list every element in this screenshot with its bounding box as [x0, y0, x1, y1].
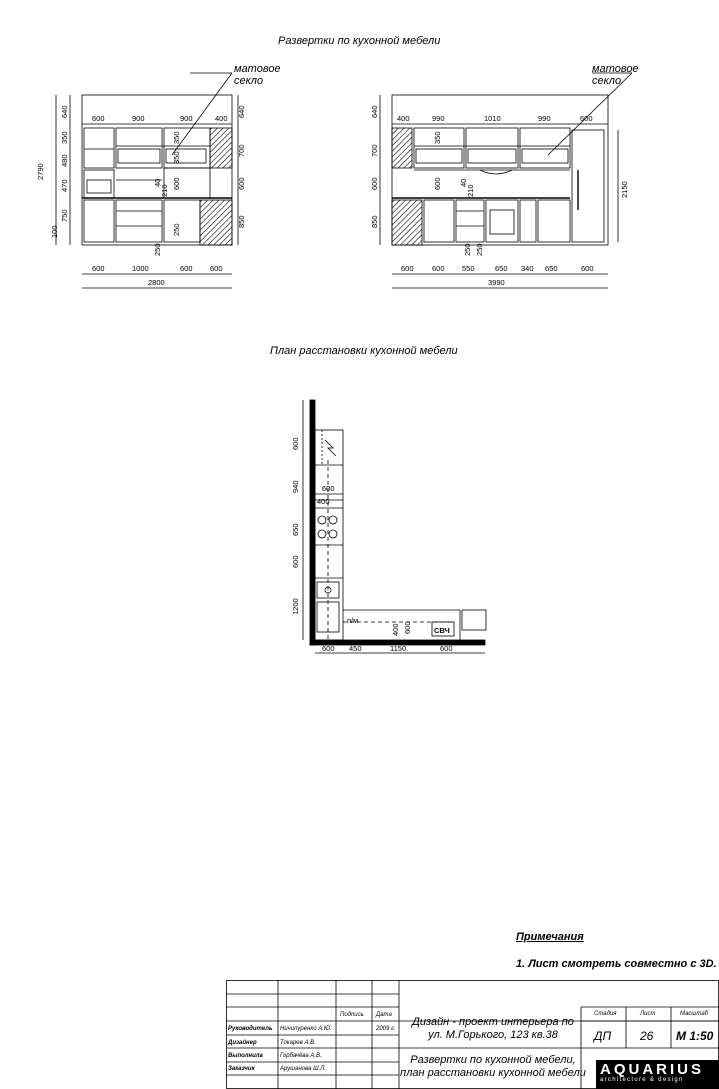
e1-right-2: 700 [237, 144, 246, 157]
elevations-drawing [0, 0, 719, 330]
tb-stage: ДП [594, 1029, 612, 1043]
plan-svch: СВЧ [434, 626, 450, 635]
tb-role-3: Выполнила [228, 1053, 263, 1059]
e1-bot-2: 1000 [132, 264, 149, 273]
elev2-fridge [572, 130, 604, 242]
plan-left-3: 650 [291, 523, 300, 536]
plan-drawing [0, 390, 719, 665]
tb-date-1: 2009 г. [376, 1026, 396, 1032]
e2-bot-1: 600 [401, 264, 414, 273]
e2-left-2: 700 [370, 144, 379, 157]
tb-name-2: Токарев А.В. [280, 1040, 316, 1046]
e2-in-4: 210 [466, 184, 475, 197]
plan-left-1: 600 [291, 437, 300, 450]
e2-bot-6: 650 [545, 264, 558, 273]
e2-top-2: 990 [432, 114, 445, 123]
callout-1-line1: матовое [234, 63, 281, 75]
tb-role-4: Заказчик [228, 1066, 255, 1072]
callout-2-line2: секло [592, 75, 622, 87]
e2-bot-7: 600 [581, 264, 594, 273]
e2-bot-2: 600 [432, 264, 445, 273]
e1-in-4: 40 [153, 178, 162, 187]
brand-subtitle: architecture & design [600, 1077, 684, 1083]
plan-v1: 400 [391, 623, 400, 636]
plan-bot-2: 450 [349, 644, 362, 653]
plan-bot-1: 600 [322, 644, 335, 653]
e1-top-3: 900 [180, 114, 193, 123]
e2-in-2: 600 [433, 177, 442, 190]
e1-in-5: 210 [160, 184, 169, 197]
e2-left-4: 850 [370, 215, 379, 228]
e1-right-4: 850 [237, 215, 246, 228]
notes-heading: Примечания [516, 931, 584, 943]
tb-col-sign: Подпись [340, 1012, 364, 1018]
e2-bot-3: 550 [462, 264, 475, 273]
tb-sheet: 26 [640, 1029, 654, 1043]
e1-in-6: 250 [172, 223, 181, 236]
notes-item-1: 1. Лист смотреть совместно с 3D. [516, 958, 717, 970]
callout-1-line2: секло [234, 75, 264, 87]
plan-bot-4: 600 [440, 644, 453, 653]
e1-top-2: 900 [132, 114, 145, 123]
tb-sheet-h: Лист [640, 1011, 656, 1017]
e1-bot-4: 600 [210, 264, 223, 273]
e2-top-3: 1010 [484, 114, 501, 123]
e1-top-1: 600 [92, 114, 105, 123]
e2-in-6: 250 [475, 243, 484, 256]
e1-left-5: 750 [60, 209, 69, 222]
e1-left-4: 470 [60, 179, 69, 192]
e2-left-1: 640 [370, 105, 379, 118]
tb-sheet-title: Развертки по кухонной мебели, план расстановки кухонной мебели [400, 1054, 586, 1079]
e1-left-1: 640 [60, 105, 69, 118]
e1-right-1: 640 [237, 105, 246, 118]
e2-in-5: 250 [463, 243, 472, 256]
e2-in-1: 350 [433, 131, 442, 144]
tb-col-date: Дата [376, 1012, 392, 1018]
tb-project: Дизайн - проект интерьера по ул. М.Горького, 123 кв.38 [412, 1016, 574, 1041]
e2-bot-4: 650 [495, 264, 508, 273]
plan-pm: п/м [347, 616, 359, 625]
e1-in-1: 350 [172, 131, 181, 144]
plan-left-2: 940 [291, 480, 300, 493]
e2-bot-5: 340 [521, 264, 534, 273]
plan-left-5: 1200 [291, 598, 300, 615]
e1-in-3: 600 [172, 177, 181, 190]
callout-2-line1: матовое [592, 63, 639, 75]
plan-bot-3: 1150 [390, 644, 407, 653]
e1-left-2: 350 [60, 131, 69, 144]
tb-name-4: Арушанова Ш.Л. [280, 1066, 327, 1072]
e2-top-4: 990 [538, 114, 551, 123]
tb-scale-h: Масштаб [680, 1011, 709, 1017]
e2-top-5: 600 [580, 114, 593, 123]
e1-left-3: 480 [60, 154, 69, 167]
tb-name-3: Горбачёва А.В. [280, 1053, 322, 1059]
e1-bot-1: 600 [92, 264, 105, 273]
e1-top-4: 400 [215, 114, 228, 123]
plan-left-4: 600 [291, 555, 300, 568]
e1-in-2: 350 [172, 151, 181, 164]
e1-right-3: 600 [237, 177, 246, 190]
elevations-title: Развертки по кухонной мебели [278, 35, 441, 47]
tb-scale: М 1:50 [676, 1029, 714, 1043]
tb-role-2: Дизайнер [228, 1040, 257, 1046]
e1-total: 2800 [148, 278, 165, 287]
e1-in-7: 250 [153, 243, 162, 256]
plan-title: План расстановки кухонной мебели [270, 345, 458, 357]
tb-role-1: Руководитель [228, 1026, 273, 1032]
plan-v2: 600 [403, 621, 412, 634]
plan-in-1: 600 [322, 484, 335, 493]
e1-left-6: 100 [50, 225, 59, 238]
e2-in-3: 40 [459, 178, 468, 187]
plan-in-2: 400 [317, 497, 330, 506]
e2-total: 3990 [488, 278, 505, 287]
e1-left-total: 2790 [36, 163, 45, 180]
brand-logo: AQUARIUS [600, 1061, 705, 1078]
e2-top-1: 400 [397, 114, 410, 123]
e1-bot-3: 600 [180, 264, 193, 273]
elev1-upper-1 [84, 128, 114, 168]
e2-left-3: 600 [370, 177, 379, 190]
tb-name-1: Ничипуренко А.Ю. [280, 1026, 332, 1032]
tb-stage-h: Стадия [594, 1011, 617, 1017]
e2-right: 2150 [620, 181, 629, 198]
